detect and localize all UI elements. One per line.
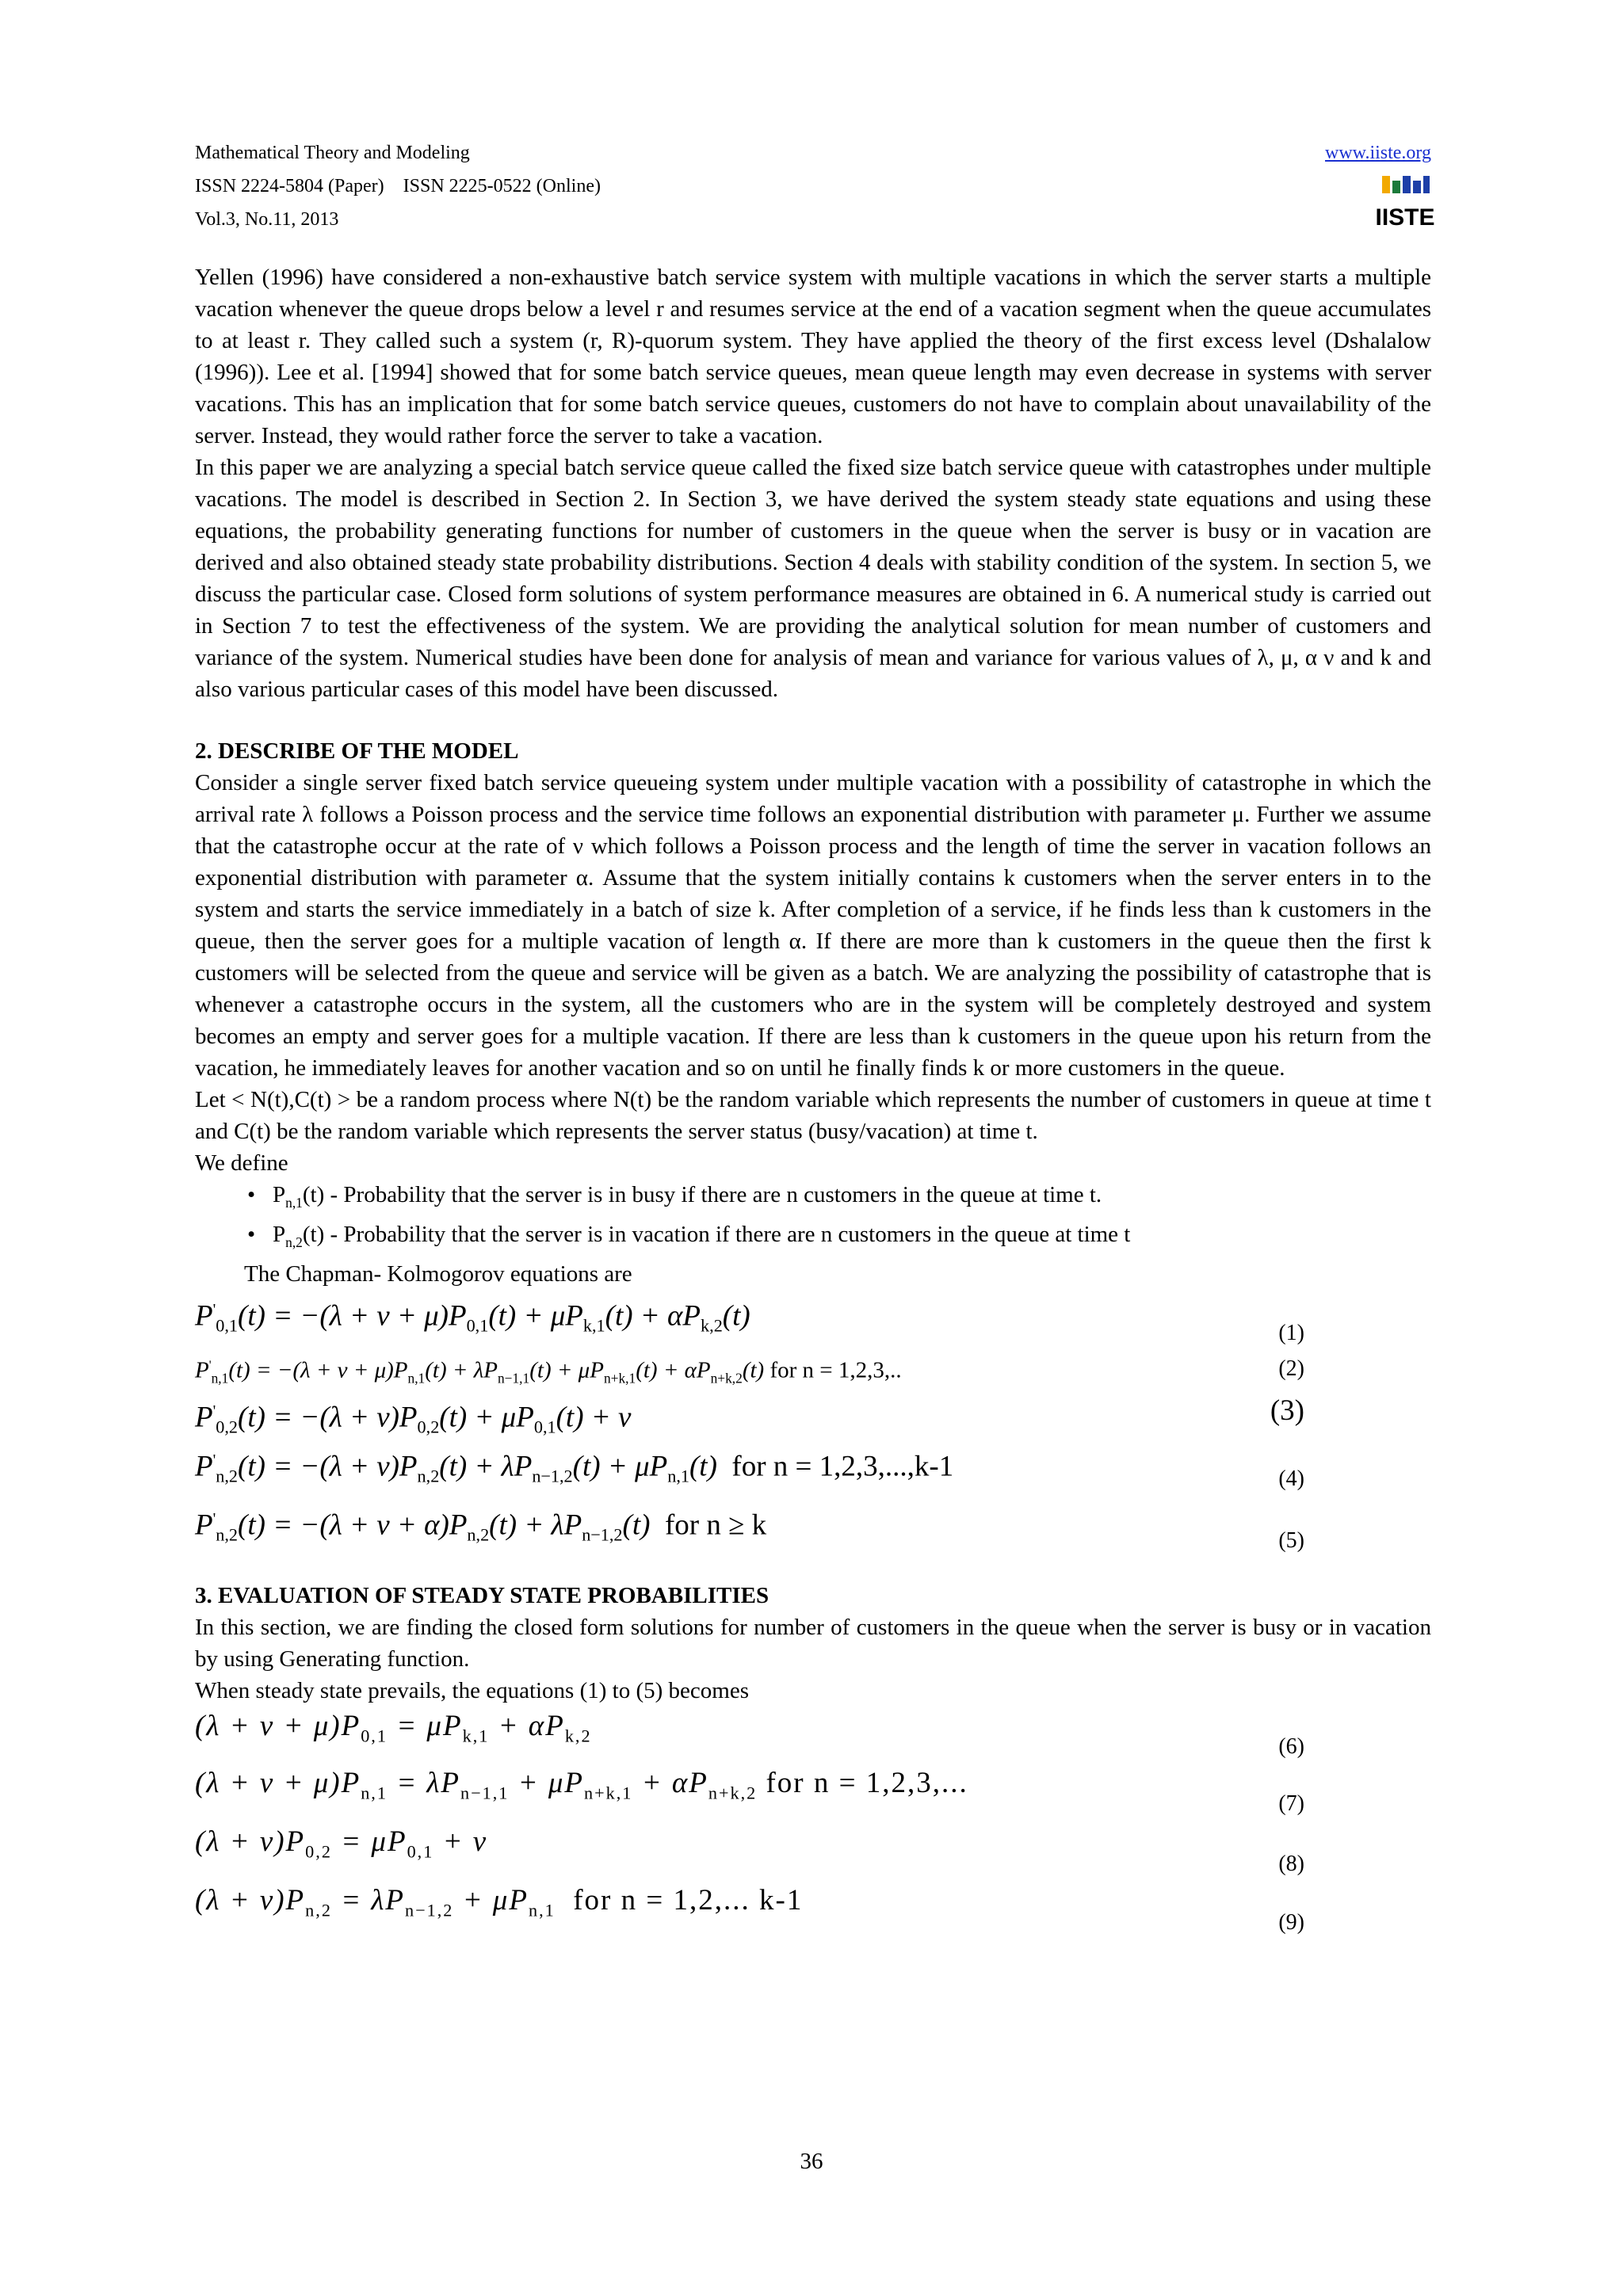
equation-5: $P'_{n,2}(t) = -(\lambda + \nu + \alpha)P_{n,2}(t) + \lambda P_{n-1,2}(t)$ for n ≥ k (5) [195, 1499, 1431, 1559]
equation-9: $(\lambda + \nu)P_{n,2} = \lambda P_{n-1,2} + \mu P_{n,1}$ for n = 1,2,... k-1 (9) [195, 1881, 1431, 1939]
equation-number: (4) [1278, 1466, 1304, 1491]
intro-paragraph-1: Yellen (1996) have considered a non-exhaustive batch service system with multiple vacations in which the server starts a multiple vacation whenever the queue drops below a level r and resumes service at the end of a vacation segment when the queue accumulates to at least r. They called such a system (r, R)-quorum system. They have applied the theory of the first excess level (Dshalalow (1996)). Lee et al. [1994] showed that for some batch service queues, mean queue length may even decrease in systems with server vacations. This has an implication that for some batch service queues, customers do not have to complain about unavailability of the server. Instead, they would rather force the server to take a vacation. [195, 265, 1431, 448]
equation-number: (3) [1270, 1394, 1304, 1427]
steady-state-paragraph-1: In this section, we are finding the closed form solutions for number of customers in the queue when the server is busy or in vacation by using Generating function. [195, 1614, 1431, 1672]
equation-1: $P'_{0,1}(t) = -(\lambda + \nu + \mu)P_{0,1}(t) + \mu P_{k,1}(t) + \alpha P_{k,2}(t)$ (1) [195, 1290, 1431, 1348]
volume-line: Vol.3, No.11, 2013 [195, 209, 339, 230]
journal-url-link[interactable]: www.iiste.org [1325, 143, 1431, 163]
equation-3: $P'_{0,2}(t) = -(\lambda + \nu)P_{0,2}(t) + \mu P_{0,1}(t) + \nu$ (3) [195, 1391, 1431, 1440]
equation-number: (7) [1278, 1791, 1304, 1816]
equation-number: (9) [1278, 1909, 1304, 1935]
model-paragraph-2: Let < N(t),C(t) > be a random process where N(t) be the random variable which represents the number of customers in queue at time t and C(t) be the random variable which represents the server status (busy/vacation) at time t. [195, 1087, 1431, 1144]
section-2-heading: 2. DESCRIBE OF THE MODEL [195, 738, 519, 764]
steady-state-paragraph-2: When steady state prevails, the equations (1) to (5) becomes [195, 1677, 749, 1703]
equation-7: $(\lambda + \nu + \mu)P_{n,1} = \lambda P_{n-1,1} + \mu P_{n+k,1} + \alpha P_{n+k,2}$ for n = 1,2,3,... (7) [195, 1764, 1431, 1822]
equation-8: $(\lambda + \nu)P_{0,2} = \mu P_{0,1} + \nu$ (8) [195, 1822, 1431, 1881]
equation-2: $P'_{n,1}(t) = -(\lambda + \nu + \mu)P_{n,1}(t) + \lambda P_{n-1,1}(t) + \mu P_{n+k,1}(t) + \alpha P_{n+k,2}(t)$ for n = 1,2,3,.. (2) [195, 1348, 1431, 1391]
section-3-heading: 3. EVALUATION OF STEADY STATE PROBABILITIES [195, 1582, 769, 1608]
page-number: 36 [800, 2149, 823, 2174]
equation-number: (6) [1278, 1733, 1304, 1759]
definition-vacation: • $P_{n,2}(t)$ - Probability that the server is in vacation if there are n customers in the queue at time t [247, 1221, 1131, 1250]
definitions-list [195, 1179, 1431, 1258]
page-header [195, 136, 1435, 236]
iiste-logo [1375, 173, 1435, 231]
issn-line: ISSN 2224-5804 (Paper) ISSN 2225-0522 (Online) [195, 176, 601, 196]
equation-4: $P'_{n,2}(t) = -(\lambda + \nu)P_{n,2}(t) + \lambda P_{n-1,2}(t) + \mu P_{n,1}(t)$ for n = 1,2,3,...,k-1 (4) [195, 1440, 1431, 1499]
intro-paragraph-2: In this paper we are analyzing a special batch service queue called the fixed size batch service queue with catastrophes under multiple vacations. The model is described in Section 2. In Section 3, we have derived the system steady state equations and using these equations, the probability generating functions for number of customers in the queue when the server is busy or in vacation are derived and also obtained steady state probability distributions. Section 4 deals with stability condition of the system. In section 5, we discuss the particular case. Closed form solutions of system performance measures are obtained in 6. A numerical study is carried out in Section 7 to test the effectiveness of the system. We are providing the analytical solution for mean number of customers and variance of the system. Numerical studies have been done for analysis of mean and variance for various values of λ, μ, α ν and k and also various particular cases of this model have been discussed. [195, 455, 1431, 702]
equation-number: (8) [1278, 1851, 1304, 1876]
equation-6: $(\lambda + \nu + \mu)P_{0,1} = \mu P_{k,1} + \alpha P_{k,2}$ (6) [195, 1707, 1431, 1764]
chapman-text: The Chapman- Kolmogorov equations are [244, 1261, 632, 1287]
equation-number: (2) [1278, 1356, 1304, 1381]
definition-busy: • $P_{n,1}(t)$ - Probability that the server is in busy if there are n customers in the queue at time t. [247, 1182, 1102, 1211]
we-define-text: We define [195, 1150, 288, 1176]
page-body [195, 261, 1431, 1939]
svg-text:IISTE: IISTE [1375, 204, 1435, 231]
model-paragraph-1: Consider a single server fixed batch service queueing system under multiple vacation with a possibility of catastrophe in which the arrival rate λ follows a Poisson process and the service time follows an exponential distribution with parameter μ. Further we assume that the catastrophe occur at the rate of ν which follows a Poisson process and the length of time the server in vacation follows an exponential distribution with parameter α. Assume that the system initially contains k customers when the server enters in to the system and starts the service immediately in a batch of size k. After completion of a service, if he finds less than k customers in the queue, then the server goes for a multiple vacation of length α. If there are more than k customers in the queue then the first k customers will be selected from the queue and service will be given as a batch. We are analyzing the possibility of catastrophe that is whenever a catastrophe occurs in the system, all the customers who are in the system will be completely destroyed and system becomes an empty and server goes for a multiple vacation. If there are less than k customers in the queue upon his return from the vacation, he immediately leaves for another vacation and so on until he finally finds k or more customers in the queue. [195, 770, 1431, 1081]
equation-number: (5) [1278, 1527, 1304, 1553]
equation-number: (1) [1278, 1320, 1304, 1345]
journal-name: Mathematical Theory and Modeling [195, 143, 470, 163]
